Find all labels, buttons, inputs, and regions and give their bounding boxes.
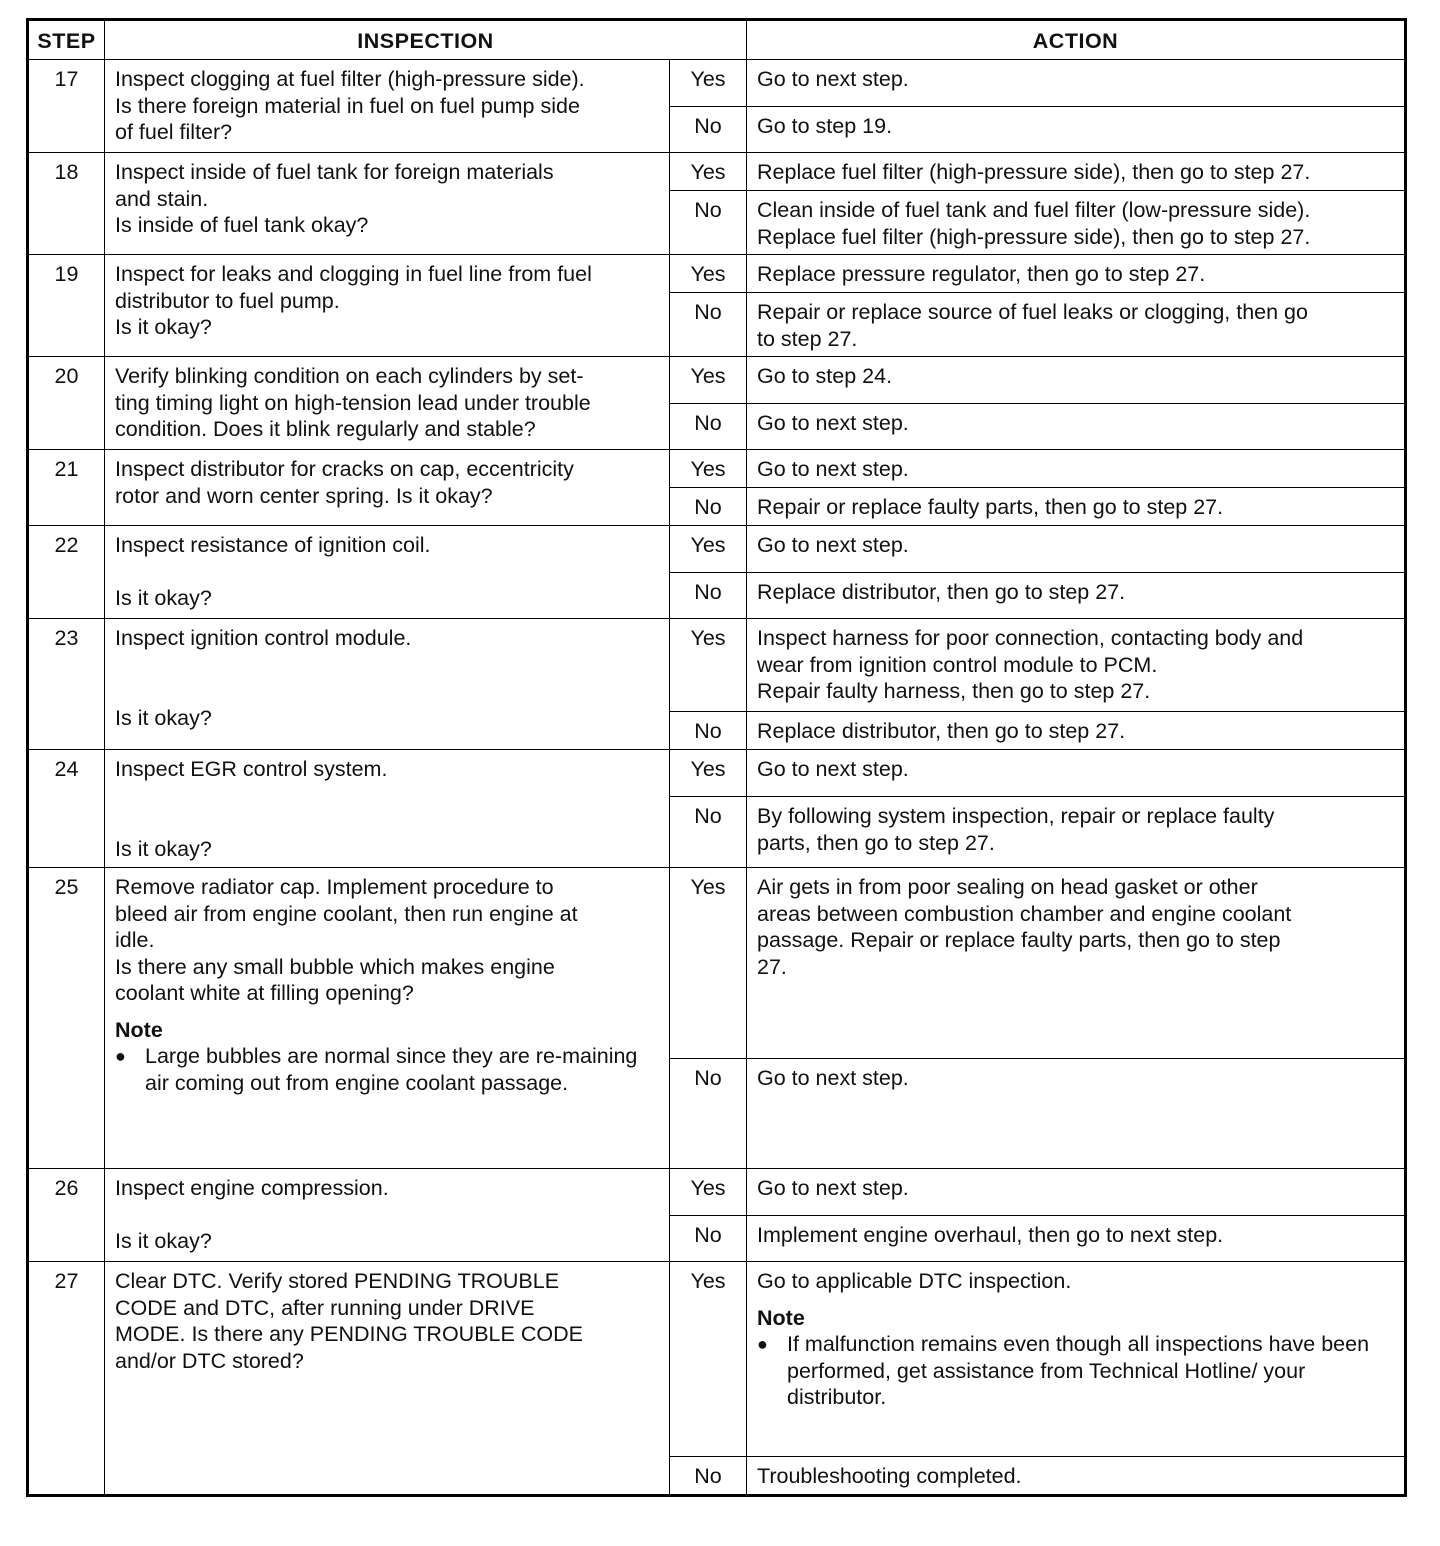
no-label: No <box>670 1457 747 1496</box>
no-action <box>747 1457 1406 1496</box>
action-line: Repair faulty harness, then go to step 27. <box>757 679 1151 703</box>
table-row <box>28 1262 1406 1457</box>
action-line: Go to step 24. <box>757 364 893 388</box>
yes-action <box>747 868 1406 1059</box>
yes-label: Yes <box>670 60 747 107</box>
yes-action <box>747 526 1406 573</box>
table-row <box>28 60 1406 107</box>
inspection-line: of fuel filter? <box>115 120 233 144</box>
inspection-line: Inspect inside of fuel tank for foreign materials <box>115 160 554 184</box>
table-row <box>28 450 1406 488</box>
yes-action <box>747 750 1406 797</box>
inspection-line: Is there foreign material in fuel on fuel pump side <box>115 93 580 118</box>
no-action <box>747 573 1406 619</box>
no-action <box>747 191 1406 255</box>
inspection-line: Is it okay? <box>115 1229 212 1253</box>
yes-label: Yes <box>670 619 747 712</box>
inspection-text <box>105 60 670 153</box>
yes-label: Yes <box>670 750 747 797</box>
inspection-line: Is it okay? <box>115 705 212 730</box>
inspection-line: coolant white at filling opening? <box>115 981 414 1005</box>
step-number: 20 <box>28 357 105 450</box>
action-line: parts, then go to step 27. <box>757 830 995 855</box>
table-row <box>28 1169 1406 1216</box>
action-line: Go to next step. <box>757 411 909 435</box>
inspection-line <box>115 783 659 810</box>
no-action <box>747 404 1406 450</box>
action-line: Replace fuel filter (high-pressure side), then go to step 27. <box>757 224 1311 249</box>
yes-action <box>747 60 1406 107</box>
inspection-line: Inspect resistance of ignition coil. <box>115 533 431 557</box>
note-bullet <box>757 1331 1394 1411</box>
step-number: 21 <box>28 450 105 526</box>
action-line: wear from ignition control module to PCM. <box>757 652 1158 677</box>
action-line: Go to next step. <box>757 67 909 91</box>
table-row <box>28 526 1406 573</box>
inspection-line: Inspect clogging at fuel filter (high-pressure side). <box>115 67 585 91</box>
inspection-line: Inspect engine compression. <box>115 1176 389 1200</box>
step-number: 18 <box>28 153 105 255</box>
yes-action <box>747 357 1406 404</box>
inspection-text <box>105 255 670 357</box>
table-row <box>28 868 1406 1059</box>
inspection-text <box>105 526 670 619</box>
action-line: Troubleshooting completed. <box>757 1464 1022 1488</box>
action-line: Clean inside of fuel tank and fuel filter (low-pressure side). <box>757 198 1311 222</box>
inspection-line <box>115 1202 659 1229</box>
table-row <box>28 357 1406 404</box>
yes-label: Yes <box>670 868 747 1059</box>
no-action <box>747 712 1406 750</box>
action-line: Repair or replace faulty parts, then go to step 27. <box>757 495 1224 519</box>
inspection-text <box>105 153 670 255</box>
inspection-line: Is inside of fuel tank okay? <box>115 213 369 237</box>
action-line: Replace distributor, then go to step 27. <box>757 719 1126 743</box>
header-step: STEP <box>28 20 105 60</box>
action-line: passage. Repair or replace faulty parts, then go to step <box>757 928 1281 952</box>
inspection-line: Inspect for leaks and clogging in fuel line from fuel <box>115 262 592 286</box>
no-action <box>747 107 1406 153</box>
note-bullet-text: Large bubbles are normal since they are re-maining air coming out from engine coolant passage. <box>145 1044 638 1095</box>
inspection-text <box>105 750 670 868</box>
step-number: 22 <box>28 526 105 619</box>
action-line: Go to next step. <box>757 533 909 557</box>
inspection-line: and stain. <box>115 186 209 211</box>
bullet-icon: ● <box>115 1046 126 1066</box>
yes-action <box>747 450 1406 488</box>
action-line: areas between combustion chamber and engine coolant <box>757 901 1292 926</box>
step-number: 26 <box>28 1169 105 1262</box>
inspection-line: Is it okay? <box>115 836 212 861</box>
action-line: to step 27. <box>757 326 858 351</box>
step-number: 23 <box>28 619 105 750</box>
action-line: Go to step 19. <box>757 114 893 138</box>
bullet-icon: ● <box>757 1334 768 1354</box>
step-number: 24 <box>28 750 105 868</box>
inspection-line: Inspect EGR control system. <box>115 757 388 781</box>
table-row <box>28 619 1406 712</box>
no-label: No <box>670 1059 747 1169</box>
yes-action <box>747 1169 1406 1216</box>
inspection-line: Is there any small bubble which makes engine <box>115 954 555 979</box>
inspection-line: condition. Does it blink regularly and stable? <box>115 417 536 441</box>
no-action <box>747 293 1406 357</box>
no-action <box>747 1216 1406 1262</box>
action-line: By following system inspection, repair or replace faulty <box>757 804 1275 828</box>
step-number: 27 <box>28 1262 105 1496</box>
yes-action <box>747 255 1406 293</box>
action-line: Replace fuel filter (high-pressure side), then go to step 27. <box>757 160 1311 184</box>
no-label: No <box>670 293 747 357</box>
yes-label: Yes <box>670 1262 747 1457</box>
action-line: Repair or replace source of fuel leaks or clogging, then go <box>757 300 1308 324</box>
inspection-line <box>115 652 659 679</box>
yes-label: Yes <box>670 1169 747 1216</box>
action-line: Go to next step. <box>757 757 909 781</box>
inspection-line: bleed air from engine coolant, then run engine at <box>115 901 578 926</box>
yes-label: Yes <box>670 153 747 191</box>
no-action <box>747 797 1406 868</box>
note-bullet-text: If malfunction remains even though all inspections have been performed, get assistance from Technical Hotline/ your distributor. <box>787 1332 1370 1409</box>
action-line: Inspect harness for poor connection, contacting body and <box>757 626 1304 650</box>
no-label: No <box>670 488 747 526</box>
no-label: No <box>670 191 747 255</box>
header-inspection: INSPECTION <box>105 20 747 60</box>
yes-action <box>747 1262 1406 1457</box>
no-action <box>747 1059 1406 1169</box>
action-line: Replace distributor, then go to step 27. <box>757 580 1126 604</box>
action-line: Implement engine overhaul, then go to next step. <box>757 1223 1224 1247</box>
inspection-line <box>115 559 659 586</box>
yes-label: Yes <box>670 526 747 573</box>
inspection-line: Is it okay? <box>115 586 212 610</box>
troubleshooting-table <box>26 18 1407 1497</box>
header-action: ACTION <box>747 20 1406 60</box>
inspection-line: rotor and worn center spring. Is it okay? <box>115 483 493 508</box>
inspection-line: Inspect ignition control module. <box>115 626 412 650</box>
no-label: No <box>670 573 747 619</box>
inspection-line: Is it okay? <box>115 315 212 339</box>
action-line: Go to next step. <box>757 457 909 481</box>
action-line: Go to next step. <box>757 1066 909 1090</box>
table-row <box>28 255 1406 293</box>
inspection-text <box>105 357 670 450</box>
step-number: 19 <box>28 255 105 357</box>
inspection-line: and/or DTC stored? <box>115 1348 304 1373</box>
action-line: Go to next step. <box>757 1176 909 1200</box>
yes-action <box>747 153 1406 191</box>
inspection-line: idle. <box>115 928 155 952</box>
action-line: Replace pressure regulator, then go to step 27. <box>757 262 1206 286</box>
inspection-line: Verify blinking condition on each cylinders by set- <box>115 364 584 388</box>
step-number: 17 <box>28 60 105 153</box>
action-line: Air gets in from poor sealing on head gasket or other <box>757 875 1258 899</box>
inspection-line: Clear DTC. Verify stored PENDING TROUBLE <box>115 1269 560 1293</box>
note-bullet <box>115 1043 659 1096</box>
no-action <box>747 488 1406 526</box>
inspection-line: ting timing light on high-tension lead under trouble <box>115 390 591 415</box>
step-number: 25 <box>28 868 105 1169</box>
table-row <box>28 153 1406 191</box>
header-row <box>28 20 1406 60</box>
table-row <box>28 750 1406 797</box>
no-label: No <box>670 404 747 450</box>
inspection-line <box>115 809 659 836</box>
inspection-line: Remove radiator cap. Implement procedure to <box>115 875 554 899</box>
yes-action <box>747 619 1406 712</box>
yes-label: Yes <box>670 450 747 488</box>
no-label: No <box>670 797 747 868</box>
inspection-text <box>105 619 670 750</box>
inspection-text <box>105 868 670 1169</box>
inspection-text <box>105 1169 670 1262</box>
inspection-line: CODE and DTC, after running under DRIVE <box>115 1295 535 1320</box>
inspection-line: distributor to fuel pump. <box>115 288 340 313</box>
inspection-line: MODE. Is there any PENDING TROUBLE CODE <box>115 1322 583 1346</box>
inspection-text <box>105 1262 670 1496</box>
action-line: 27. <box>757 954 787 979</box>
no-label: No <box>670 1216 747 1262</box>
inspection-line: Inspect distributor for cracks on cap, eccentricity <box>115 457 574 481</box>
action-line: Go to applicable DTC inspection. <box>757 1269 1072 1293</box>
yes-label: Yes <box>670 255 747 293</box>
yes-label: Yes <box>670 357 747 404</box>
inspection-text <box>105 450 670 526</box>
note-title: Note <box>115 1017 163 1042</box>
inspection-line <box>115 678 659 705</box>
note-title: Note <box>757 1305 805 1330</box>
no-label: No <box>670 107 747 153</box>
no-label: No <box>670 712 747 750</box>
